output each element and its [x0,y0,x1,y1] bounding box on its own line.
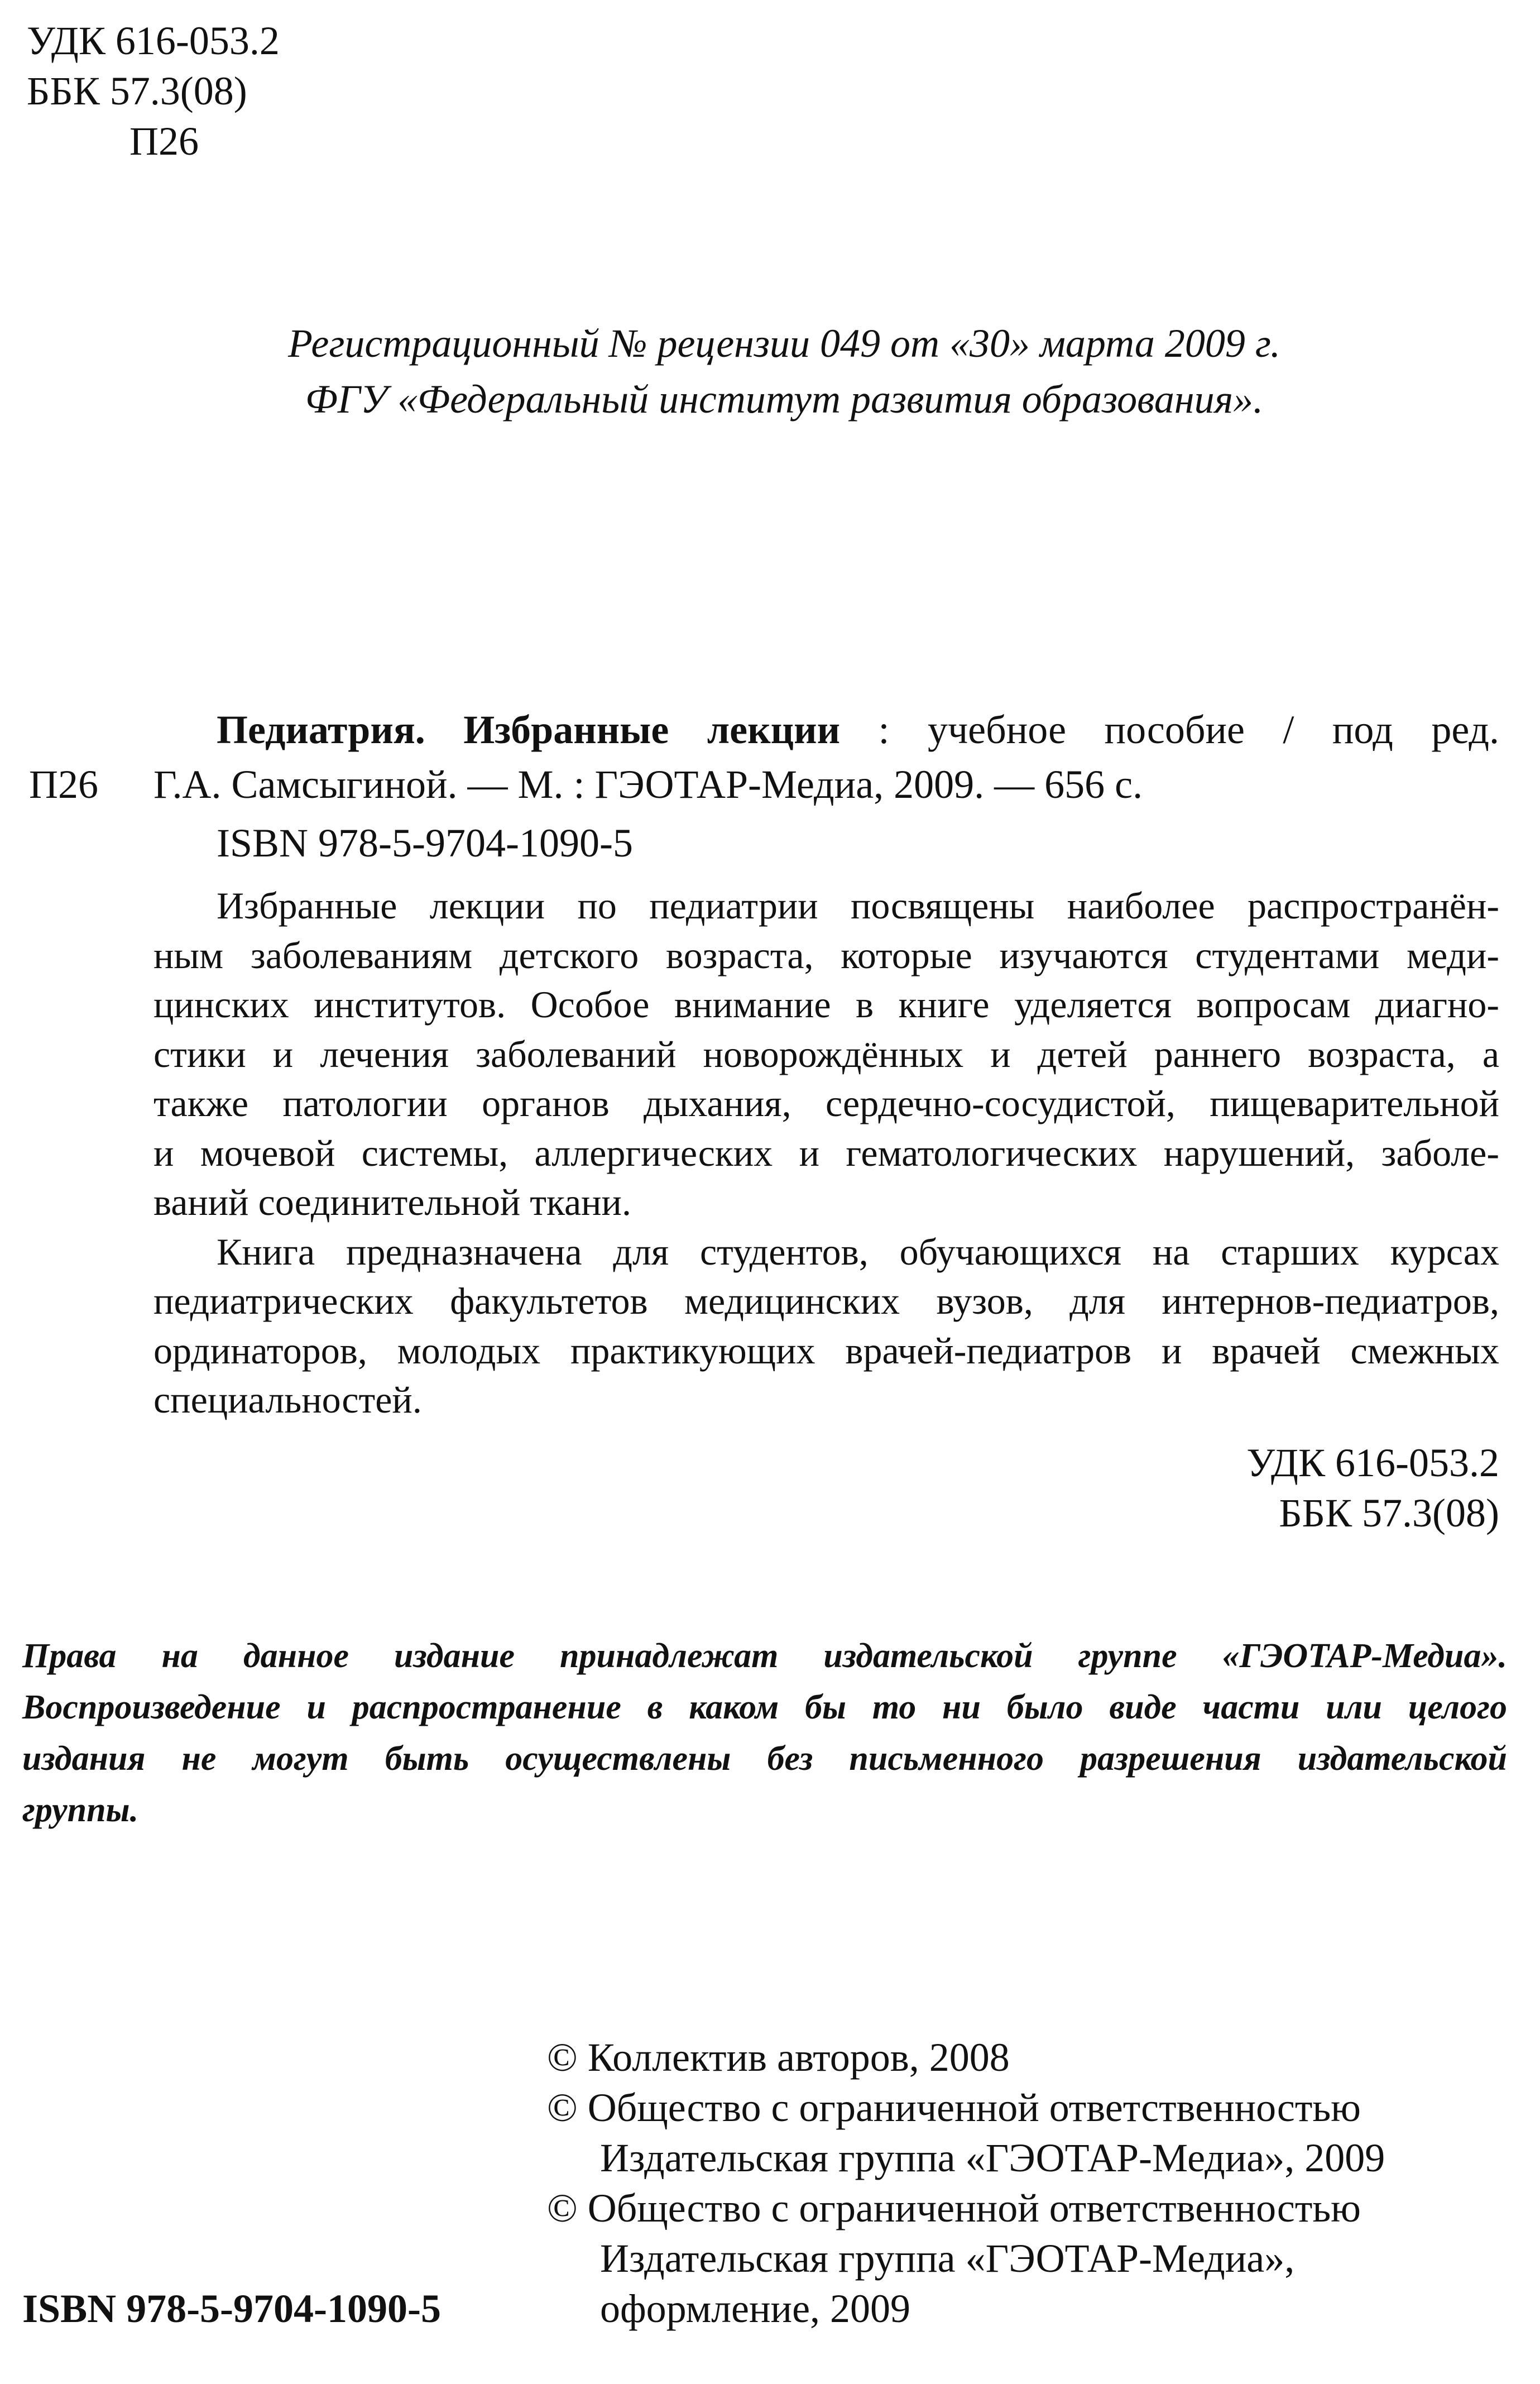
book-isbn: ISBN 978-5-9704-1090-5 [217,821,633,865]
annotation-line: специальностей. [153,1378,422,1421]
annotation-line: ным заболеваниям детского возраста, которые изучаются студентами меди- [153,934,1499,976]
rights-line: Права на данное издание принадлежат издательской группе «ГЭОТАР-Медиа». [22,1637,1507,1675]
book-title: Педиатрия. Избранные лекции [217,707,841,752]
copyright-line: © Общество с ограниченной ответственностью [547,2085,1361,2130]
copyright-line: оформление, 2009 [600,2286,911,2331]
copyright-line: © Коллектив авторов, 2008 [547,2035,1010,2080]
registration-line-1: Регистрационный № рецензии 049 от «30» марта 2009 г. [288,321,1280,366]
annotation-line: педиатрических факультетов медицинских вузов, для интернов-педиатров, [153,1280,1499,1322]
annotation-bbk: ББК 57.3(08) [1279,1491,1499,1535]
annotation-line: также патологии органов дыхания, сердечно-сосудистой, пищеварительной [153,1082,1499,1124]
author-mark: П26 [129,119,199,164]
annotation-line: цинских институтов. Особое внимание в книге уделяется вопросам диагно- [153,983,1499,1026]
udk-code: УДК 616-053.2 [27,18,280,63]
annotation-line: Избранные лекции по педиатрии посвящены наиболее распространён- [217,884,1499,927]
footer-isbn: ISBN 978-5-9704-1090-5 [22,2286,441,2331]
rights-line: издания не могут быть осуществлены без письменного разрешения издательской [22,1740,1507,1778]
annotation-udk: УДК 616-053.2 [1246,1440,1499,1485]
bibliographic-mark: П26 [29,762,98,807]
bbk-code: ББК 57.3(08) [27,69,247,113]
annotation-line: стики и лечения заболеваний новорождённых и детей раннего возраста, а [153,1033,1499,1075]
book-title-rest: : учебное пособие / под ред. [840,707,1499,752]
annotation-line: Книга предназначена для студентов, обучающихся на старших курсах [217,1231,1499,1273]
book-title-line [217,705,1499,755]
copyright-line: Издательская группа «ГЭОТАР-Медиа», 2009 [600,2136,1385,2180]
copyright-line: © Общество с ограниченной ответственностью [547,2186,1361,2230]
rights-line: Воспроизведение и распространение в каком бы то ни было виде части или целого [22,1688,1507,1726]
rights-line: группы. [22,1791,139,1829]
annotation-line: и мочевой системы, аллергических и гематологических нарушений, заболе- [153,1132,1499,1174]
annotation-line: ваний соединительной ткани. [153,1181,631,1223]
annotation-line: ординаторов, молодых практикующих врачей-педиатров и врачей смежных [153,1329,1499,1372]
registration-line-2: ФГУ «Федеральный институт развития образования». [305,377,1264,422]
bibliographic-line-2: Г.А. Самсыгиной. — М. : ГЭОТАР-Медиа, 2009. — 656 с. [153,762,1143,807]
copyright-line: Издательская группа «ГЭОТАР-Медиа», [600,2236,1295,2281]
